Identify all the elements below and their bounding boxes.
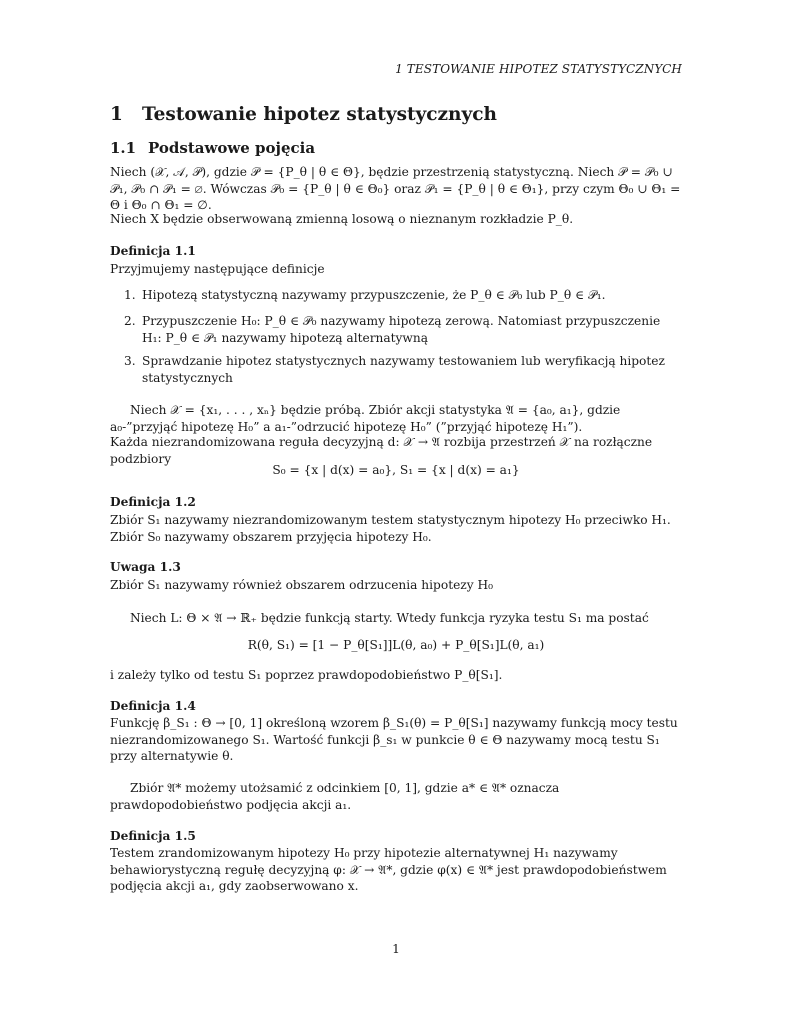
list-item — [124, 353, 682, 386]
definition-heading: Definicja 1.2 — [110, 495, 196, 509]
remark-text: Zbiór S₁ nazywamy również obszarem odrzucenia hipotezy H₀ — [110, 578, 494, 592]
list-item-text: Przypuszczenie H₀: P_θ ∈ 𝒫₀ nazywamy hipotezą zerową. Natomiast przypuszczenie H₁: P_θ ∈ 𝒫₁ nazywamy hipotezą alternatywną — [142, 314, 661, 345]
definition-text: Przyjmujemy następujące definicje — [110, 262, 325, 276]
partition-equation: S₀ = {x | d(x) = a₀}, S₁ = {x | d(x) = a₁} — [272, 463, 520, 477]
definition-heading: Definicja 1.5 — [110, 829, 196, 843]
definition-text: Testem zrandomizowanym hipotezy H₀ przy hipotezie alternatywnej H₁ nazywamy behawiorystyczną regułę decyzyjną φ: 𝒳 → 𝔄*, gdzie φ(x) ∈ 𝔄* jest prawdopodobieństwem podjęcia akcji a₁, gdy zaobserwowano x. — [110, 846, 667, 893]
list-item — [124, 287, 682, 304]
definition-text: Funkcję β_S₁ : Θ → [0, 1] określoną wzorem β_S₁(θ) = P_θ[S₁] nazywamy funkcją mocy testu niezrandomizowanego S₁. Wartość funkcji β_s₁ w punkcie θ ∈ Θ nazywamy mocą testu S₁ przy alternatywie θ. — [110, 716, 678, 763]
subsection-number: 1.1 — [110, 139, 137, 157]
remark-heading: Uwaga 1.3 — [110, 560, 181, 574]
observed-variable-paragraph: Niech X będzie obserwowaną zmienną losową o nieznanym rozkładzie P_θ. — [110, 212, 574, 226]
page-number: 1 — [392, 942, 400, 956]
intro-paragraph: Niech (𝒳, 𝒜, 𝒫), gdzie 𝒫 = {P_θ | θ ∈ Θ}, będzie przestrzenią statystyczną. Niech 𝒫 = 𝒫₀ ∪ 𝒫₁, 𝒫₀ ∩ 𝒫₁ = ∅. Wówczas 𝒫₀ = {P_θ | θ ∈ Θ₀} oraz 𝒫₁ = {P_θ | θ ∈ Θ₁}, przy czym Θ₀ ∪ Θ₁ = Θ i Θ₀ ∩ Θ₁ = ∅. — [110, 165, 681, 212]
definition-heading: Definicja 1.4 — [110, 699, 196, 713]
risk-dependence-paragraph: i zależy tylko od testu S₁ poprzez prawdopodobieństwo P_θ[S₁]. — [110, 668, 503, 682]
definition-heading: Definicja 1.1 — [110, 244, 196, 258]
section-number: 1 — [110, 104, 123, 125]
list-item-text: Hipotezą statystyczną nazywamy przypuszczenie, że P_θ ∈ 𝒫₀ lub P_θ ∈ 𝒫₁. — [142, 288, 606, 302]
list-item-number: 1. — [124, 288, 136, 302]
subsection-heading — [110, 139, 315, 157]
definition-text: Zbiór S₁ nazywamy niezrandomizowanym testem statystycznym hipotezy H₀ przeciwko H₁. Zbiór S₀ nazywamy obszarem przyjęcia hipotezy H₀. — [110, 513, 671, 544]
loss-paragraph: Niech L: Θ × 𝔄 → ℝ₊ będzie funkcją starty. Wtedy funkcja ryzyka testu S₁ ma postać — [130, 611, 649, 625]
randomized-actions-paragraph: Zbiór 𝔄* możemy utożsamić z odcinkiem [0, 1], gdzie a* ∈ 𝔄* oznacza prawdopodobieństwo podjęcia akcji a₁. — [110, 781, 560, 812]
running-header: 1 TESTOWANIE HIPOTEZ STATYSTYCZNYCH — [395, 62, 682, 76]
list-item — [124, 313, 682, 346]
list-item-number: 3. — [124, 354, 136, 368]
list-item-number: 2. — [124, 314, 136, 328]
list-item-text: Sprawdzanie hipotez statystycznych nazywamy testowaniem lub weryfikacją hipotez statystycznych — [142, 354, 665, 385]
section-heading — [110, 104, 497, 125]
decision-rule-paragraph: Każda niezrandomizowana reguła decyzyjną d: 𝒳 → 𝔄 rozbija przestrzeń 𝒳 na rozłączne podzbiory — [110, 435, 653, 466]
risk-equation: R(θ, S₁) = [1 − P_θ[S₁]]L(θ, a₀) + P_θ[S₁]L(θ, a₁) — [247, 638, 545, 652]
sample-paragraph: Niech 𝒳 = {x₁, . . . , xₙ} będzie próbą. Zbiór akcji statystyka 𝔄 = {a₀, a₁}, gdzie a₀-”przyjąć hipotezę H₀” a a₁-”odrzucić hipotezę H₀” (”przyjąć hipotezę H₁”). — [110, 403, 621, 434]
section-title: Testowanie hipotez statystycznych — [142, 104, 497, 125]
subsection-title: Podstawowe pojęcia — [148, 139, 316, 157]
